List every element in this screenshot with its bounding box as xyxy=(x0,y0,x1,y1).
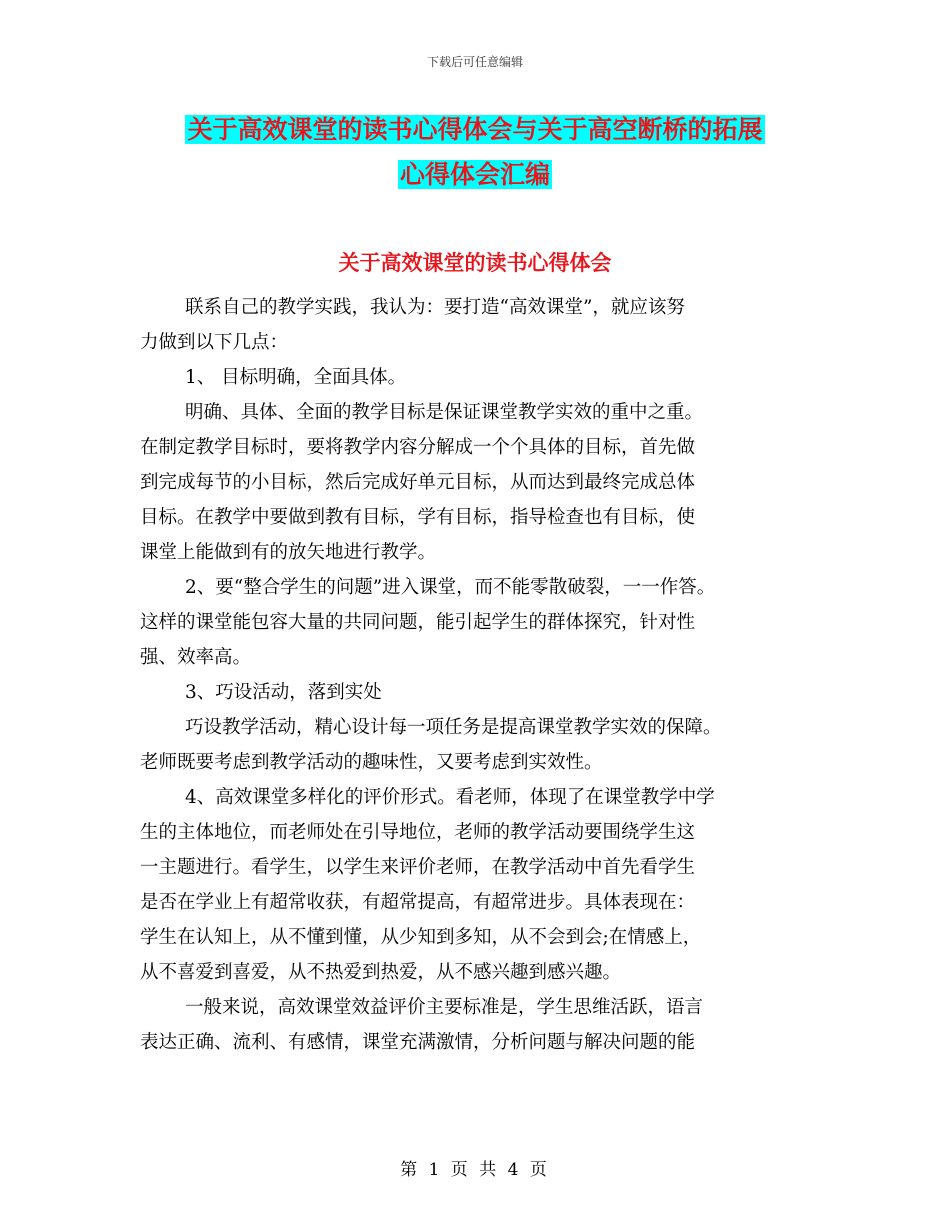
text-line: 2、要“整合学生的问题”进入课堂，而不能零散破裂，一一作答。 xyxy=(185,577,716,598)
text-line: 表达正确、流利、有感情，课堂充满激情，分析问题与解决问题的能 xyxy=(140,1032,696,1053)
text-line: 课堂上能做到有的放矢地进行教学。 xyxy=(140,542,437,563)
text-line: 到完成每节的小目标，然后完成好单元目标，从而达到最终完成总体 xyxy=(140,472,696,493)
page-header: 下载后可任意编辑 xyxy=(426,55,523,69)
text-line: 学生在认知上，从不懂到懂，从少知到多知，从不会到会;在情感上， xyxy=(140,927,702,948)
text-line: 生的主体地位，而老师处在引导地位，老师的教学活动要围绕学生这 xyxy=(140,822,696,843)
text-line: 3、巧设活动，落到实处 xyxy=(185,682,382,703)
section-title: 关于高效课堂的读书心得体会 xyxy=(338,251,612,275)
document-title-line-1: 关于高效课堂的读书心得体会与关于高空断桥的拓展 xyxy=(187,115,763,144)
text-line: 这样的课堂能包容大量的共同问题，能引起学生的群体探究，针对性 xyxy=(140,612,696,633)
text-line: 是否在学业上有超常收获，有超常提高，有超常进步。具体表现在： xyxy=(140,892,696,913)
body-text xyxy=(140,290,820,1060)
text-line: 联系自己的教学实践，我认为：要打造“高效课堂”，就应该努 xyxy=(185,297,685,318)
text-line: 巧设教学活动，精心设计每一项任务是提高课堂教学实效的保障。 xyxy=(185,717,722,738)
text-line: 明确、具体、全面的教学目标是保证课堂教学实效的重中之重。 xyxy=(185,402,704,423)
text-line: 4、高效课堂多样化的评价形式。看老师，体现了在课堂教学中学 xyxy=(185,787,715,808)
text-line: 老师既要考虑到教学活动的趣味性，又要考虑到实效性。 xyxy=(140,752,603,773)
document-title-line-2: 心得体会汇编 xyxy=(399,160,550,189)
text-line: 一般来说，高效课堂效益评价主要标准是，学生思维活跃，语言 xyxy=(185,997,704,1018)
text-line: 一主题进行。看学生，以学生来评价老师，在教学活动中首先看学生 xyxy=(140,857,696,878)
text-line: 在制定教学目标时，要将教学内容分解成一个个具体的目标，首先做 xyxy=(140,437,696,458)
text-line: 1、 目标明确，全面具体。 xyxy=(185,367,407,388)
page-footer: 第 1 页 共 4 页 xyxy=(400,1160,550,1180)
text-line: 强、效率高。 xyxy=(140,647,252,668)
text-line: 从不喜爱到喜爱，从不热爱到热爱，从不感兴趣到感兴趣。 xyxy=(140,962,622,983)
text-line: 目标。在教学中要做到教有目标，学有目标，指导检查也有目标，使 xyxy=(140,507,696,528)
text-line: 力做到以下几点： xyxy=(140,332,289,353)
